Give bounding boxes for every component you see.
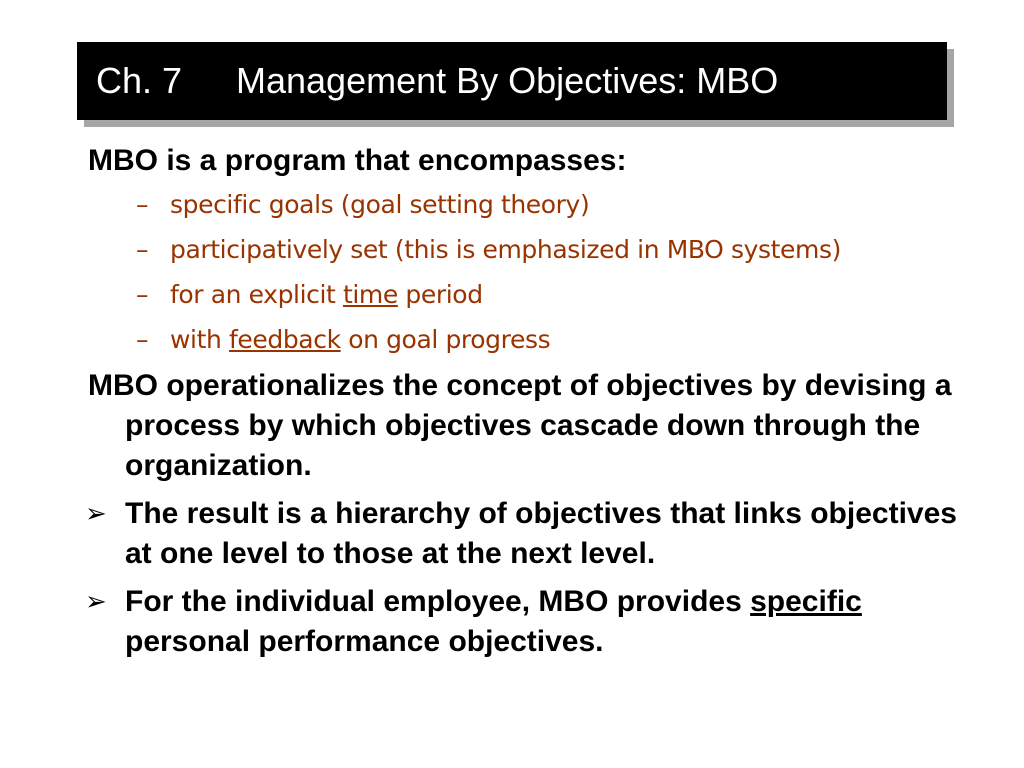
underlined-word: feedback <box>229 325 341 354</box>
title-bar <box>77 42 947 120</box>
sub-item-text: on goal progress <box>340 325 551 354</box>
underlined-word: specific <box>750 585 862 618</box>
chapter-label: Ch. 7 <box>96 60 183 101</box>
arrow-bullet-icon: ➢ <box>85 499 107 529</box>
sub-item-text: period <box>397 280 483 309</box>
sub-item <box>88 272 988 317</box>
sub-item <box>88 317 988 362</box>
sub-item <box>88 227 988 272</box>
sub-item <box>88 182 988 227</box>
arrow-bullet-icon: ➢ <box>85 587 107 617</box>
bullet-item <box>85 582 988 662</box>
sub-item-text: with <box>170 325 229 354</box>
sub-item-text: specific goals (goal setting theory) <box>170 190 590 219</box>
sub-item-text: for an explicit <box>170 280 343 309</box>
bullet-text: The result is a hierarchy of objectives that links objectives at one level to those at the next level. <box>125 497 957 570</box>
cascade-paragraph: MBO operationalizes the concept of objectives by devising a process by which objectives cascade down through the organization. <box>88 369 952 482</box>
sub-item-text: participatively set (this is emphasized in MBO systems) <box>170 235 841 264</box>
slide-title: Management By Objectives: MBO <box>236 60 779 101</box>
bullet-text: For the individual employee, MBO provides <box>125 585 751 618</box>
dash-marker: – <box>136 235 149 264</box>
bullet-text: personal performance objectives. <box>125 625 604 658</box>
slide-body <box>85 140 988 662</box>
intro-heading: MBO is a program that encompasses: <box>88 144 627 177</box>
dash-marker: – <box>136 280 149 309</box>
dash-marker: – <box>136 325 149 354</box>
sub-list <box>88 182 988 362</box>
underlined-word: time <box>342 280 398 309</box>
dash-marker: – <box>136 190 149 219</box>
bullet-item <box>85 494 988 574</box>
